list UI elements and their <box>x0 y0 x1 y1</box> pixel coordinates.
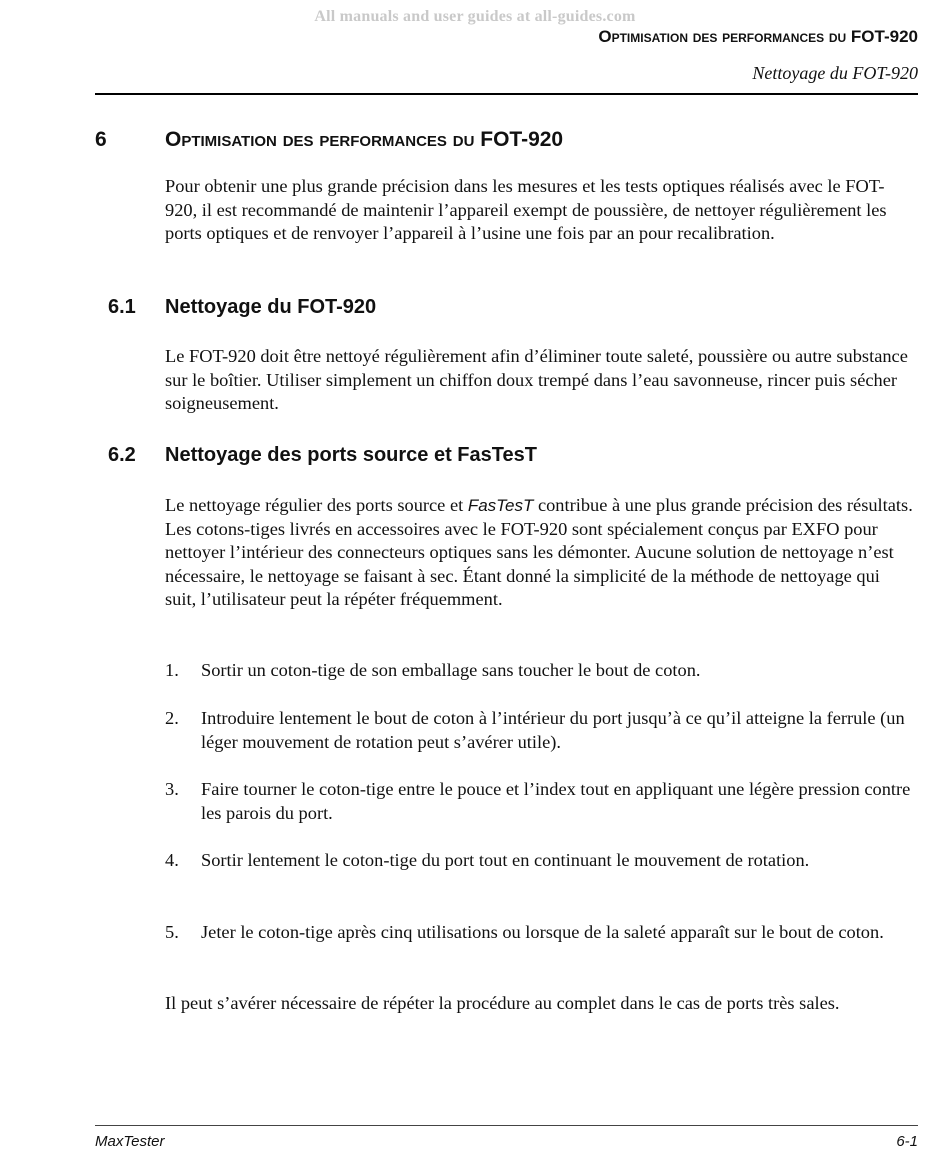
footer-product: MaxTester <box>95 1133 165 1150</box>
section-6-1-body: Le FOT-920 doit être nettoyé régulièrement afin d’éliminer toute saleté, poussière ou autre substance sur le boîtier. Utiliser simplement un chiffon doux trempé dans l’eau savonneuse, rincer puis sécher soigneusement. <box>165 346 908 413</box>
closing-note: Il peut s’avérer nécessaire de répéter la procédure au complet dans le cas de ports très sales. <box>165 993 840 1013</box>
list-item-text: Faire tourner le coton-tige entre le pouce et l’index tout en appliquant une légère pression contre les parois du port. <box>201 779 911 823</box>
list-item-number: 4. <box>165 850 179 870</box>
section-6-2-body <box>165 494 915 612</box>
list-item-number: 2. <box>165 708 179 728</box>
section-number: 6.2 <box>108 444 136 466</box>
list-item <box>165 921 915 945</box>
page-number: 6-1 <box>896 1133 918 1150</box>
list-item <box>165 659 915 683</box>
list-item <box>165 849 915 873</box>
list-item-text: Sortir un coton-tige de son emballage sans toucher le bout de coton. <box>201 660 701 680</box>
header-rule <box>95 93 918 95</box>
chapter-number: 6 <box>95 128 107 151</box>
chapter-intro: Pour obtenir une plus grande précision dans les mesures et les tests optiques réalisés avec le FOT-920, il est recommandé de maintenir l’appareil exempt de poussière, de nettoyer régulièrement les ports optiques et de renvoyer l’appareil à l’usine une fois par an pour recalibration. <box>165 176 887 243</box>
list-item-text: Sortir lentement le coton-tige du port tout en continuant le mouvement de rotation. <box>201 850 810 870</box>
list-item-number: 3. <box>165 779 179 799</box>
list-item-text: Jeter le coton-tige après cinq utilisations ou lorsque de la saleté apparaît sur le bout de coton. <box>201 922 884 942</box>
list-item-number: 5. <box>165 922 179 942</box>
list-item-text: Introduire lentement le bout de coton à l’intérieur du port jusqu’à ce qu’il atteigne la ferrule (un léger mouvement de rotation peut s’avérer utile). <box>201 708 905 752</box>
section-title: Nettoyage des ports source et FasTesT <box>165 444 537 466</box>
fastest-term: FasTesT <box>467 496 534 515</box>
chapter-title: Optimisation des performances du FOT-920 <box>165 128 564 151</box>
list-item <box>165 778 915 825</box>
watermark: All manuals and user guides at all-guides.com <box>314 8 636 25</box>
footer-rule <box>95 1125 918 1126</box>
body-text: contribue à une plus grande précision des résultats. Les cotons-tiges livrés en accessoires avec le FOT-920 sont spécialement conçus par EXFO pour nettoyer l’intérieur des connecteurs optiques sans les démonter. Aucune solution de nettoyage n’est nécessaire, le nettoyage se faisant à sec. Étant donné la simplicité de la méthode de nettoyage qui suit, l’utilisateur peut la répéter fréquemment. <box>165 495 913 609</box>
list-item <box>165 707 915 754</box>
running-header-section: Nettoyage du FOT-920 <box>752 63 918 83</box>
section-title: Nettoyage du FOT-920 <box>165 296 377 318</box>
running-header-chapter: Optimisation des performances du FOT-920 <box>598 27 918 46</box>
list-item-number: 1. <box>165 660 179 680</box>
section-number: 6.1 <box>108 296 136 318</box>
body-text: Le nettoyage régulier des ports source et <box>165 495 468 515</box>
